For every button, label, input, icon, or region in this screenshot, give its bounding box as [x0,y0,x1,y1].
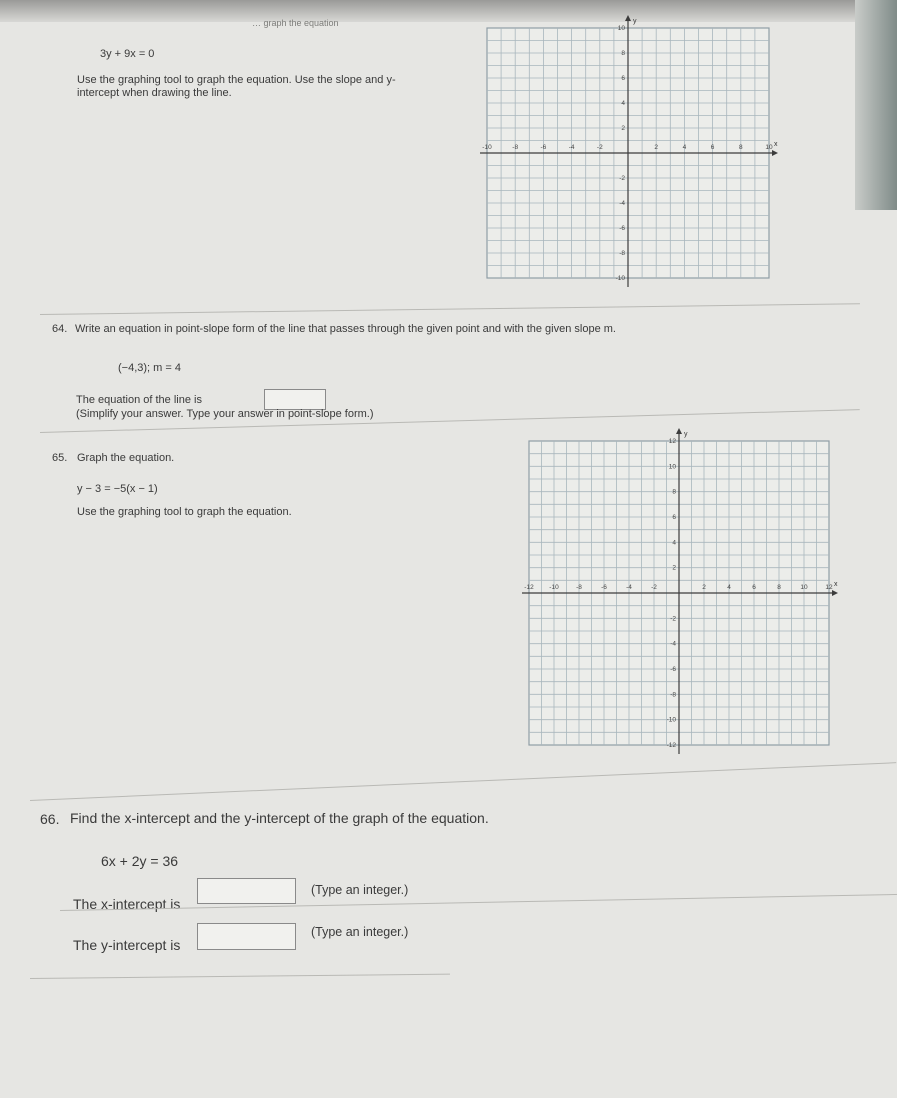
graph-63-y-tick-label: 2 [621,125,625,132]
graph-63-x-tick-label: 8 [738,144,743,151]
equation-answer-label: The equation of the line is [76,394,202,406]
graph-65-x-tick-label: 2 [702,584,706,591]
equation-66: 6x + 2y = 36 [101,853,179,869]
given-point-slope: (−4,3); m = 4 [118,362,181,374]
instruction-63: Use the graphing tool to graph the equation. Use the slope and y-intercept when drawing the line. [77,74,396,99]
problem-65-prompt: Graph the equation. [77,452,175,464]
graph-63-x-tick-label: 2 [654,144,659,151]
graph-65-x-tick-label: -6 [601,584,607,591]
graph-65-x-tick-label: 10 [800,584,808,591]
equation-65: y − 3 = −5(x − 1) [77,483,158,495]
graph-65-y-tick-label: -4 [670,640,676,648]
graph-63-x-axis-label: x [774,141,778,148]
graph-65-y-tick-label: -2 [670,615,676,623]
graph-65-x-tick-label: 4 [727,584,731,591]
divider [30,762,896,801]
graph-63-x-tick-label: 10 [765,144,773,151]
graph-63-y-tick-label: 4 [621,100,625,107]
graph-65-y-tick-label: -6 [670,666,676,673]
top-shadow [0,0,897,22]
divider [60,894,897,911]
graph-65-x-tick-label: -2 [651,584,657,591]
graph-63-x-tick-label: -2 [596,144,603,151]
graph-63-y-tick-label: 8 [621,50,625,57]
instruction-65: Use the graphing tool to graph the equation. [77,506,292,518]
y-intercept-hint: (Type an integer.) [311,925,409,939]
problem-66-prompt: Find the x-intercept and the y-intercept of the graph of the equation. [70,810,489,826]
graph-65-y-axis-label: y [684,431,688,438]
graph-63-x-tick-label: 6 [710,144,715,151]
problem-64-prompt: Write an equation in point-slope form of the line that passes through the given point and with the given slope m. [75,323,616,335]
graph-65-y-arrow [676,428,682,434]
problem-64-number: 64. [52,323,68,335]
graph-65-x-tick-label: -4 [626,584,632,591]
equation-answer-input[interactable] [264,389,326,410]
divider [40,303,860,315]
graph-63-x-arrow [772,150,778,156]
y-intercept-input[interactable] [197,923,296,950]
graph-63-x-tick-label: -4 [568,144,575,151]
answer-hint-64: (Simplify your answer. Type your answer in point-slope form.) [76,408,374,420]
graph-63-y-tick-label: -8 [619,250,625,257]
x-intercept-input[interactable] [197,878,296,904]
problem-66-number: 66. [40,811,60,827]
x-intercept-label: The x-intercept is [73,896,181,912]
graph-63-x-tick-label: 4 [682,144,687,151]
graph-65-y-tick-label: 2 [672,564,676,572]
graph-65-x-tick-label: -8 [576,584,582,591]
graph-65-x-axis-label: x [834,581,838,588]
graph-65-y-tick-label: 8 [672,488,676,496]
graph-65-y-tick-label: -8 [670,691,676,699]
graph-65[interactable] [524,431,838,749]
top-strip-text: … graph the equation [252,18,339,28]
graph-63-y-axis-label: y [633,18,637,25]
graph-65-y-tick-label: 6 [672,514,676,521]
problem-65-number: 65. [52,452,68,464]
graph-65-x-tick-label: -12 [524,584,534,591]
graph-63-x-tick-label: -10 [482,144,492,151]
x-intercept-hint: (Type an integer.) [311,883,409,897]
graph-63-x-tick-label: -8 [512,144,519,151]
divider [30,974,450,979]
graph-65-y-tick-label: -10 [666,716,676,724]
graph-63-y-tick-label: -6 [619,225,625,232]
graph-63[interactable] [482,18,778,282]
graph-63-y-tick-label: 10 [617,25,625,32]
graph-65-x-arrow [832,590,838,596]
graph-65-y-tick-label: 4 [672,539,676,547]
graph-65-x-tick-label: 12 [825,584,833,591]
graph-65-x-tick-label: 8 [777,584,781,591]
graph-65-y-tick-label: 12 [668,438,676,445]
graph-65-y-tick-label: 10 [668,463,676,471]
graph-63-x-tick-label: -6 [540,144,547,151]
equation-63: 3y + 9x = 0 [100,48,155,60]
page-edge-shadow [855,0,897,210]
y-intercept-label: The y-intercept is [73,937,181,953]
graph-63-y-tick-label: -10 [615,275,625,282]
graph-65-x-tick-label: -10 [549,584,559,591]
graph-65-y-tick-label: -12 [666,742,676,749]
graph-63-y-tick-label: -4 [619,200,625,207]
graph-63-y-tick-label: 6 [621,75,625,82]
graph-65-x-tick-label: 6 [752,584,756,591]
graph-63-y-tick-label: -2 [619,175,625,182]
